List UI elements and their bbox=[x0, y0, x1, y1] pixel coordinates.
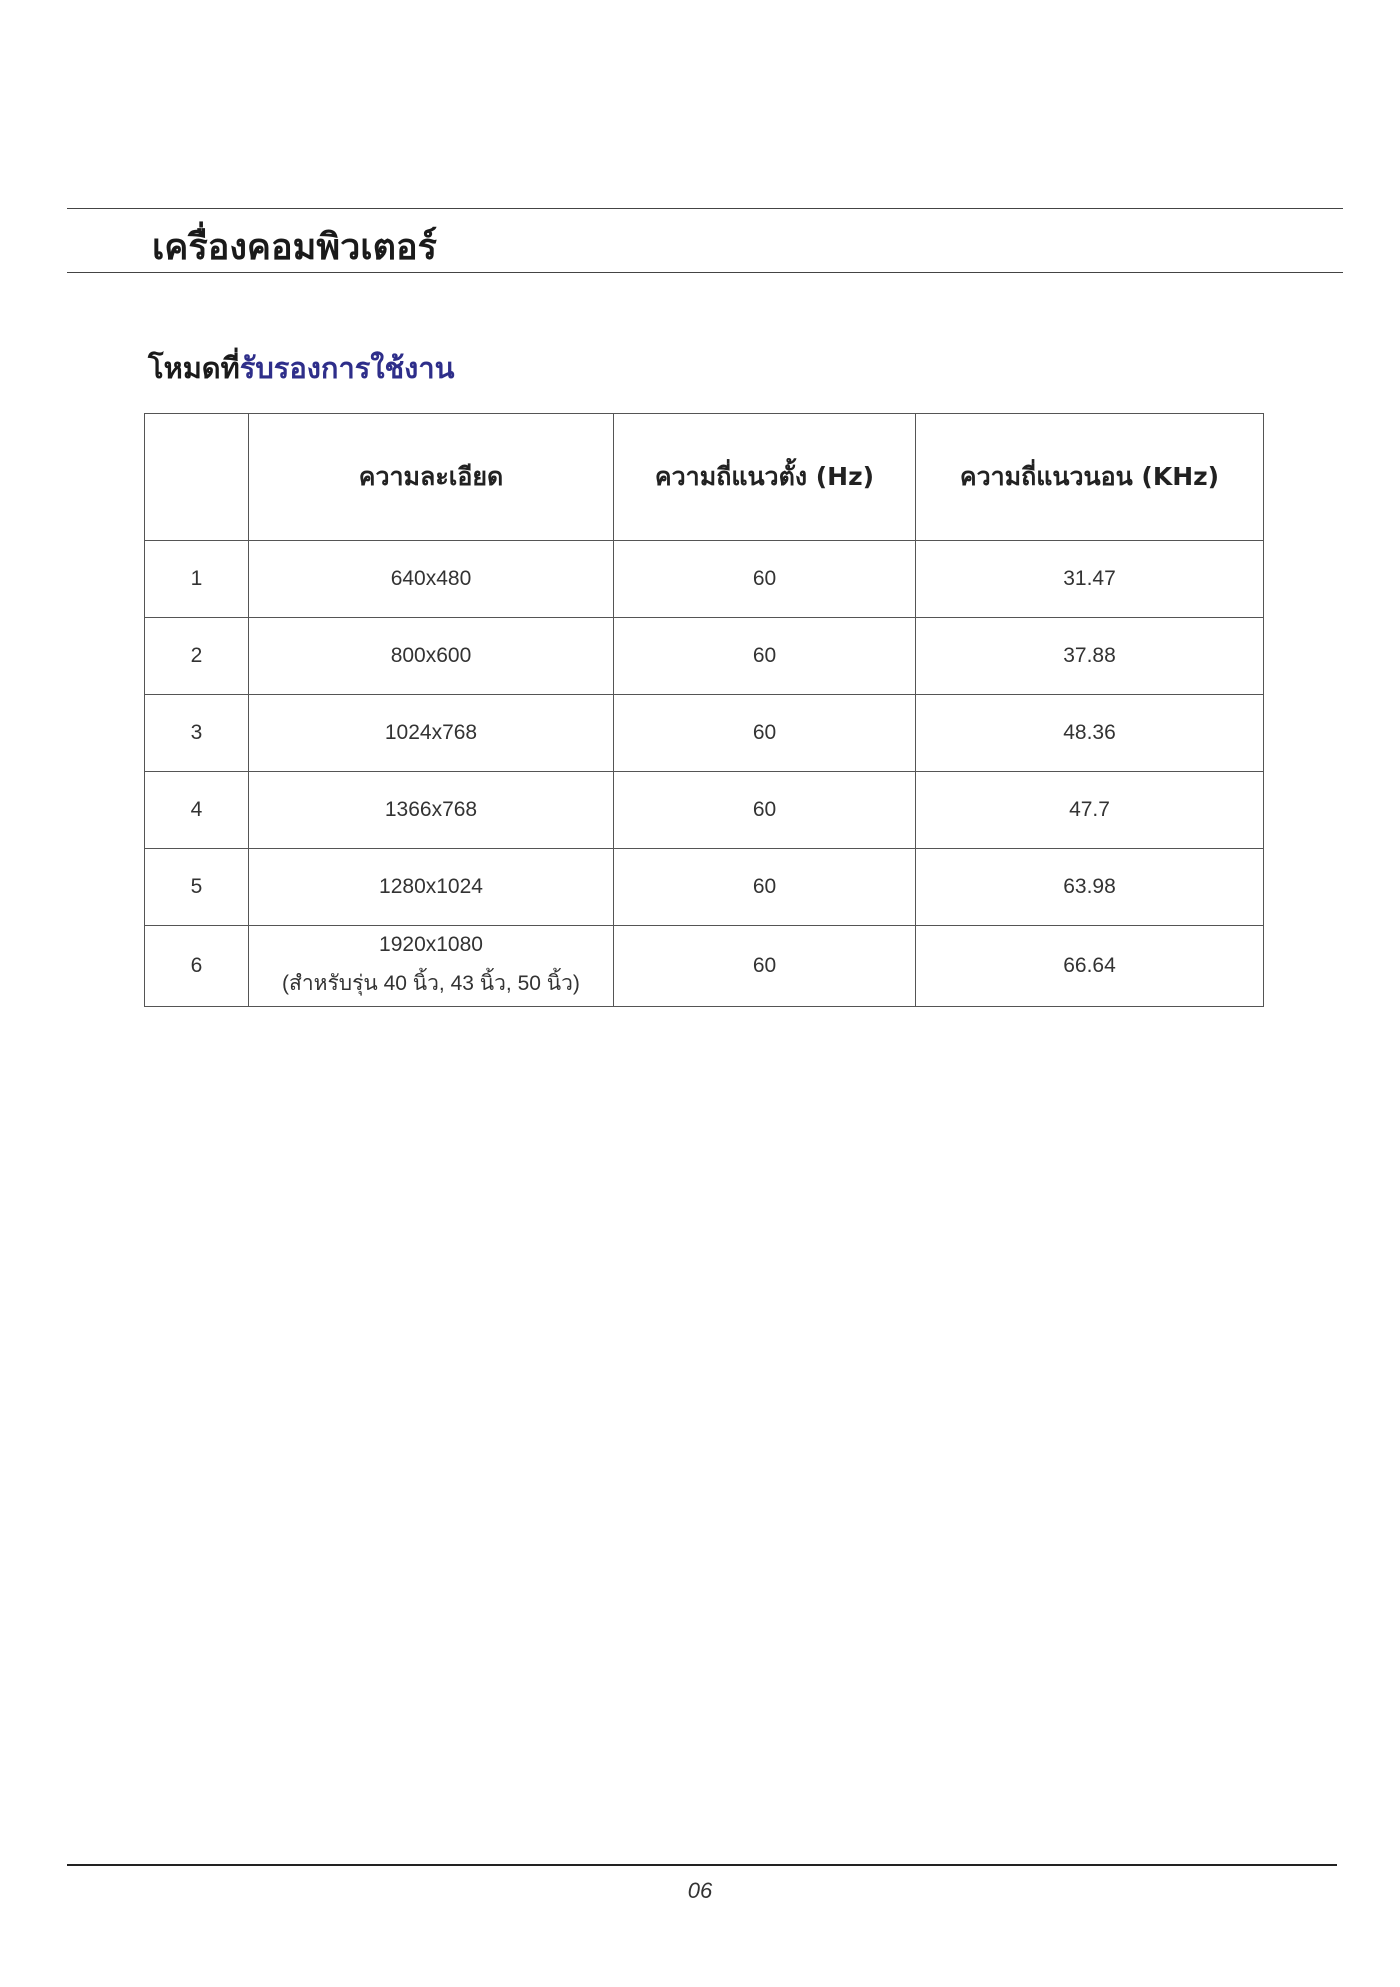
cell-resolution: 1280x1024 bbox=[249, 849, 614, 926]
supported-modes-table bbox=[144, 413, 1264, 1007]
cell-vertical: 60 bbox=[614, 618, 916, 695]
section-title bbox=[148, 345, 454, 391]
top-rule-upper bbox=[67, 208, 1343, 209]
table-row bbox=[145, 849, 1264, 926]
cell-horizontal: 63.98 bbox=[916, 849, 1264, 926]
cell-vertical: 60 bbox=[614, 772, 916, 849]
page-title: เครื่องคอมพิวเตอร์ bbox=[152, 227, 437, 268]
cell-index: 6 bbox=[145, 926, 249, 1007]
cell-resolution-note: (สำหรับรุ่น 40 นิ้ว, 43 นิ้ว, 50 นิ้ว) bbox=[282, 971, 580, 995]
cell-resolution: 1366x768 bbox=[249, 772, 614, 849]
cell-horizontal: 31.47 bbox=[916, 541, 1264, 618]
section-title-part-1: โหมดที่ bbox=[148, 351, 240, 385]
cell-resolution: 1920x1080 bbox=[379, 932, 483, 956]
cell-vertical: 60 bbox=[614, 849, 916, 926]
table-row bbox=[145, 695, 1264, 772]
cell-resolution: 640x480 bbox=[249, 541, 614, 618]
bottom-rule bbox=[67, 1864, 1337, 1866]
cell-index: 1 bbox=[145, 541, 249, 618]
header-resolution: ความละเอียด bbox=[249, 414, 614, 541]
cell-horizontal: 66.64 bbox=[916, 926, 1264, 1007]
cell-horizontal: 37.88 bbox=[916, 618, 1264, 695]
cell-resolution-with-note bbox=[249, 926, 614, 1007]
cell-vertical: 60 bbox=[614, 541, 916, 618]
header-index bbox=[145, 414, 249, 541]
cell-resolution: 1024x768 bbox=[249, 695, 614, 772]
cell-vertical: 60 bbox=[614, 926, 916, 1007]
cell-index: 5 bbox=[145, 849, 249, 926]
cell-index: 4 bbox=[145, 772, 249, 849]
section-title-part-2: รับรองการใช้งาน bbox=[239, 351, 455, 385]
table-row bbox=[145, 926, 1264, 1007]
table-header-row bbox=[145, 414, 1264, 541]
cell-horizontal: 48.36 bbox=[916, 695, 1264, 772]
table-row bbox=[145, 541, 1264, 618]
page-number: 06 bbox=[687, 1878, 713, 1903]
cell-resolution: 800x600 bbox=[249, 618, 614, 695]
cell-vertical: 60 bbox=[614, 695, 916, 772]
top-rule-lower bbox=[67, 272, 1343, 273]
cell-index: 2 bbox=[145, 618, 249, 695]
cell-horizontal: 47.7 bbox=[916, 772, 1264, 849]
cell-index: 3 bbox=[145, 695, 249, 772]
header-vertical-frequency: ความถี่แนวตั้ง (Hz) bbox=[614, 414, 916, 541]
table-row bbox=[145, 772, 1264, 849]
header-horizontal-frequency: ความถี่แนวนอน (KHz) bbox=[916, 414, 1264, 541]
table-row bbox=[145, 618, 1264, 695]
